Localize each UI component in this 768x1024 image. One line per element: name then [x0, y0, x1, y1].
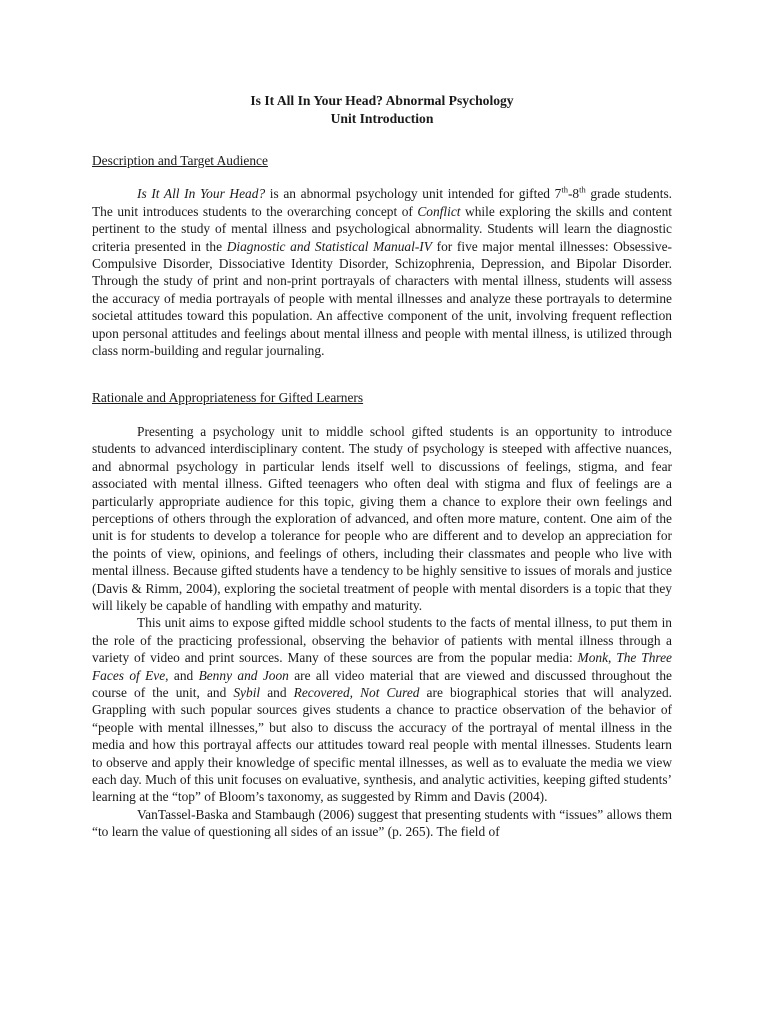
manual-title: Diagnostic and Statistical Manual-IV — [226, 238, 432, 254]
book-title: Sybil — [233, 684, 261, 700]
film-title: The Three Faces of Eve — [92, 650, 672, 683]
unit-name: Is It All In Your Head? — [137, 186, 266, 202]
paragraph-rationale-3: VanTassel-Baska and Stambaugh (2006) suggest that presenting students with “issues” allows them “to learn the value of questioning all sides of an issue” (p. 265). The field of — [92, 806, 672, 840]
paragraph-rationale-2: This unit aims to expose gifted middle school students to the facts of mental illness, to put them in the role of the practicing professional, observing the behavior of patients with mental illness through a variety of video and print sources. Many of these sources are from the popular media: Monk, The Three Faces of Eve, and Benny and Joon are all video material that are viewed and discussed throughout the course of the unit, and Sybil and Recovered, Not Cured are biographical stories that will analyzed. Grappling with such popular sources gives students a chance to practice observation of the behavior of “people with mental illnesses,” but also to discuss the accuracy of the portrayal of mental illness in the media and how this portrayal affects our attitudes toward real people with mental illnesses. Students learn to observe and apply their knowledge of specific mental illnesses, as well as to evaluate the media we view each day. Much of this unit focuses on evaluative, synthesis, and analytic activities, keeping gifted students’ learning at the “top” of Bloom’s taxonomy, as suggested by Rimm and Davis (2004). — [92, 615, 672, 805]
document-title-line-1: Is It All In Your Head? Abnormal Psychology — [250, 93, 514, 108]
section-heading-rationale: Rationale and Appropriateness for Gifted Learners — [92, 390, 364, 406]
film-title: Benny and Joon — [198, 667, 289, 683]
paragraph-rationale-1: Presenting a psychology unit to middle school gifted students is an opportunity to introduce students to advanced interdisciplinary content. The study of psychology is steeped with affective nuances, and abnormal psychology in particular lends itself well to discussions of feelings, stigma, and fear associated with mental illness. Gifted teenagers who often deal with stigma and flux of feelings are a particularly appropriate audience for this topic, giving them a chance to explore their own feelings and perceptions of others through the exploration of advanced, and often more mature, content. One aim of the unit is for students to develop a tolerance for people who are different and to develop an appreciation for the points of view, opinions, and feelings of others, including their classmates and people who live with mental illness. Because gifted students have a tendency to be highly sensitive to issues of morals and justice (Davis & Rimm, 2004), exploring the societal treatment of people with mental disorders is a topic that they will likely be capable of handling with empathy and maturity. — [92, 423, 672, 613]
section-heading-description: Description and Target Audience — [92, 153, 268, 168]
book-title: Recovered, Not Cured — [293, 684, 420, 700]
paragraph-description: Is It All In Your Head? is an abnormal psychology unit intended for gifted 7th-8th grade students. The unit introduces students to the overarching concept of Conflict while exploring the skills and content pertinent to the study of mental illness and psychological abnormality. Students will learn the diagnostic criteria presented in the Diagnostic and Statistical Manual-IV for five major mental illnesses: Obsessive-Compulsive Disorder, Dissociative Identity Disorder, Schizophrenia, Depression, and Bipolar Disorder. Through the study of print and non-print portrayals of characters with mental illness, students will assess the accuracy of media portrayals of people with mental illnesses and analyze these portrayals to determine societal attitudes toward this population. An affective component of the unit, involving frequent reflection upon personal attitudes and feelings about mental illness and people with mental illness, is utilized through class norm-building and regular journaling. — [92, 184, 673, 359]
film-title: Monk — [577, 650, 609, 666]
document-title-line-2: Unit Introduction — [330, 110, 434, 126]
concept-term: Conflict — [417, 203, 461, 219]
